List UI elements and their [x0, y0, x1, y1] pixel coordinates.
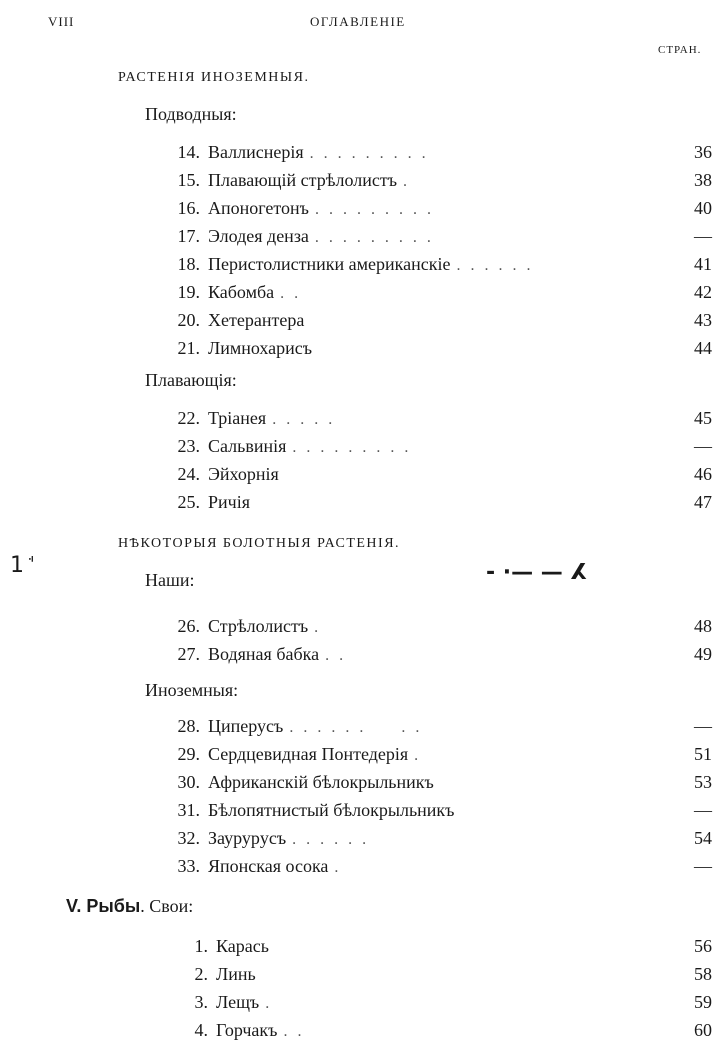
toc-entry-number: 31. [177, 800, 200, 820]
toc-entry [164, 828, 369, 849]
subsection-foreign: Иноземныя: [145, 680, 239, 700]
toc-entry-page: 54 [694, 828, 712, 848]
toc-entry-number: 20. [177, 310, 200, 330]
toc-entry-number: 16. [177, 198, 200, 218]
toc-entry-name: Элодея денза [208, 226, 309, 246]
toc-entry-name: Кабомба [208, 282, 275, 302]
toc-entry [164, 310, 310, 331]
toc-entry-leader: . . [325, 647, 347, 664]
toc-entry-name: Африканскій бѣлокрыльникъ [208, 772, 434, 792]
subsection-floating: Плавающія: [145, 370, 237, 390]
page-number-roman: VIII [48, 14, 75, 29]
toc-entry-leader: . [403, 173, 411, 190]
toc-entry-name: Лимнохарисъ [208, 338, 313, 358]
toc-entry-leader: . . . . . [272, 411, 336, 428]
toc-entry-leader: . . . . . . . . . [314, 201, 434, 218]
toc-entry-number: 26. [177, 616, 200, 636]
toc-entry-page: 56 [694, 936, 712, 956]
toc-entry-leader: . [265, 995, 273, 1012]
toc-entry-page: — [694, 800, 712, 820]
toc-entry-leader: . . [280, 285, 302, 302]
toc-entry [164, 464, 285, 485]
toc-entry-number: 14. [177, 142, 200, 162]
margin-handwritten-scribble: - ·— — ⵃ [486, 560, 587, 585]
toc-entry [172, 1020, 304, 1041]
toc-entry-number: 21. [177, 338, 200, 358]
toc-entry-name: Водяная бабка [208, 644, 320, 664]
toc-entry-leader: . [414, 747, 422, 764]
toc-entry-name: Плавающій стрѣлолистъ [208, 170, 398, 190]
toc-entry-name: Эйхорнія [208, 464, 279, 484]
toc-entry-page: — [694, 226, 712, 246]
toc-entry [172, 936, 275, 957]
toc-entry [164, 800, 460, 821]
margin-handwritten-mark: 1 ꜗ [10, 553, 31, 578]
toc-entry [164, 616, 321, 637]
toc-entry [164, 492, 256, 513]
toc-entry [164, 856, 341, 877]
part-v-subtitle: . Свои: [140, 896, 194, 916]
toc-entry-number: 23. [177, 436, 200, 456]
toc-entry-page: 48 [694, 616, 712, 636]
part-v-title: V. Рыбы [66, 896, 141, 916]
toc-entry-page: 46 [694, 464, 712, 484]
toc-entry-leader: . . . . . . [292, 831, 370, 848]
toc-entry [164, 170, 410, 191]
part-v-heading [66, 896, 193, 917]
page-title: ОГЛАВЛЕНІЕ [310, 14, 406, 29]
toc-entry [164, 338, 318, 359]
toc-entry-name: Валлиснерія [208, 142, 304, 162]
toc-entry-number: 1. [194, 936, 208, 956]
toc-entry [164, 226, 434, 247]
toc-entry-name: Лещъ [216, 992, 260, 1012]
toc-entry-number: 2. [194, 964, 208, 984]
toc-entry [164, 772, 440, 793]
toc-entry-number: 19. [177, 282, 200, 302]
toc-entry-name: Сердцевидная Понтедерія [208, 744, 409, 764]
toc-entry-page: 59 [694, 992, 712, 1012]
toc-entry-page: 38 [694, 170, 712, 190]
toc-entry-page: — [694, 856, 712, 876]
toc-entry-page: 36 [694, 142, 712, 162]
toc-entry [164, 198, 434, 219]
toc-entry-page: 53 [694, 772, 712, 792]
toc-entry-page: 43 [694, 310, 712, 330]
toc-entry-name: Карась [216, 936, 269, 956]
toc-entry-number: 18. [177, 254, 200, 274]
toc-entry-page: 47 [694, 492, 712, 512]
toc-entry-page: — [694, 716, 712, 736]
toc-entry [164, 644, 346, 665]
toc-entry-name: Апоногетонъ [208, 198, 309, 218]
toc-entry-number: 4. [194, 1020, 208, 1040]
toc-entry-number: 32. [177, 828, 200, 848]
toc-entry [164, 436, 411, 457]
toc-entry-page: 42 [694, 282, 712, 302]
toc-entry-number: 25. [177, 492, 200, 512]
toc-entry-leader: . . . . . . . . . [292, 439, 412, 456]
toc-entry-name: Стрѣлолистъ [208, 616, 309, 636]
toc-entry-number: 22. [177, 408, 200, 428]
toc-entry-page: 45 [694, 408, 712, 428]
toc-entry-leader: . . . . . . . . . [309, 145, 429, 162]
toc-entry-page: 41 [694, 254, 712, 274]
toc-entry-number: 27. [177, 644, 200, 664]
toc-entry-number: 17. [177, 226, 200, 246]
toc-entry-name: Перистолистники американскіе [208, 254, 451, 274]
toc-entry-page: 40 [694, 198, 712, 218]
toc-entry [172, 964, 262, 985]
toc-entry-page: — [694, 436, 712, 456]
toc-entry-name: Тріанея [208, 408, 267, 428]
toc-entry-name: Горчакъ [216, 1020, 278, 1040]
toc-entry-page: 44 [694, 338, 712, 358]
toc-entry-leader: . . . . . . . . [289, 719, 423, 736]
toc-entry-page: 58 [694, 964, 712, 984]
toc-entry-leader: . . . . . . [456, 257, 534, 274]
toc-entry [164, 142, 429, 163]
toc-entry-number: 28. [177, 716, 200, 736]
toc-entry-number: 24. [177, 464, 200, 484]
toc-entry-name: Хетерантера [208, 310, 305, 330]
subsection-ours: Наши: [145, 570, 195, 590]
toc-entry [164, 716, 422, 737]
toc-entry-number: 29. [177, 744, 200, 764]
toc-entry-name: Линь [216, 964, 256, 984]
toc-entry-name: Ричія [208, 492, 250, 512]
toc-entry-leader: . . [283, 1023, 305, 1040]
toc-entry-leader: . . . . . . . . . [314, 229, 434, 246]
toc-entry-number: 15. [177, 170, 200, 190]
toc-entry [164, 282, 301, 303]
toc-entry-page: 60 [694, 1020, 712, 1040]
toc-entry-number: 3. [194, 992, 208, 1012]
toc-entry [172, 992, 272, 1013]
toc-entry-name: Зауруpусъ [208, 828, 287, 848]
page-column-label: СТРАН. [658, 44, 702, 56]
toc-entry [164, 408, 335, 429]
toc-entry [164, 744, 421, 765]
toc-entry-number: 33. [177, 856, 200, 876]
toc-entry-number: 30. [177, 772, 200, 792]
subsection-underwater: Подводныя: [145, 104, 237, 124]
toc-entry-leader: . [334, 859, 342, 876]
toc-entry-page: 49 [694, 644, 712, 664]
toc-entry-name: Циперусъ [208, 716, 284, 736]
toc-entry [164, 254, 533, 275]
toc-entry-page: 51 [694, 744, 712, 764]
toc-entry-name: Сальвинія [208, 436, 287, 456]
section-title-foreign-plants: РАСТЕНІЯ ИНОЗЕМНЫЯ. [118, 70, 310, 85]
toc-entry-name: Японская осока [208, 856, 329, 876]
toc-entry-name: Бѣлопятнистый бѣлокрыльникъ [208, 800, 455, 820]
toc-entry-leader: . [314, 619, 322, 636]
section-title-marsh-plants: НѢКОТОРЫЯ БОЛОТНЫЯ РАСТЕНІЯ. [118, 536, 401, 551]
